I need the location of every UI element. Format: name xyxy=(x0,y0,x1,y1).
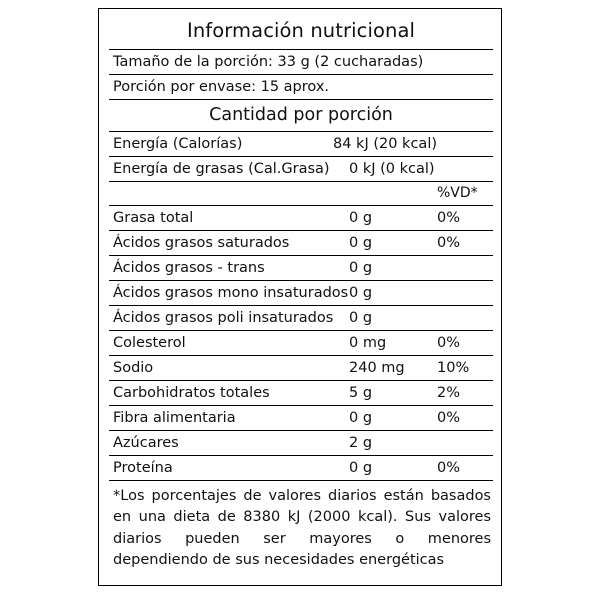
nutrient-pct: 2% xyxy=(437,385,461,401)
servings-per-container-row xyxy=(109,75,493,99)
table-row xyxy=(109,456,493,480)
table-row xyxy=(109,231,493,255)
table-row xyxy=(109,256,493,280)
nutrient-pct: 0% xyxy=(437,460,461,476)
nutrient-pct: 0% xyxy=(437,335,461,351)
nutrient-label: Proteína xyxy=(113,460,173,476)
nutrient-pct: 0% xyxy=(437,410,461,426)
nutrient-label: Colesterol xyxy=(113,335,186,351)
nutrient-value: 240 mg xyxy=(349,360,405,376)
nutrient-label: Ácidos grasos poli insaturados xyxy=(113,310,334,326)
nutrient-value: 0 g xyxy=(349,235,373,251)
nutrient-value: 0 g xyxy=(349,260,373,276)
table-row xyxy=(109,331,493,355)
energy-from-fat-value: 0 kJ (0 kcal) xyxy=(349,161,435,177)
serving-size-row xyxy=(109,50,493,74)
table-row xyxy=(109,306,493,330)
daily-value-header: %VD* xyxy=(437,185,478,201)
nutrient-value: 0 g xyxy=(349,460,373,476)
table-row xyxy=(109,381,493,405)
nutrition-facts-inner xyxy=(109,15,493,581)
nutrient-label: Fibra alimentaria xyxy=(113,410,236,426)
serving-size-label: Tamaño de la porción: 33 g (2 cucharadas) xyxy=(113,54,424,70)
nutrient-pct: 0% xyxy=(437,210,461,226)
footnote-text: *Los porcentajes de valores diarios están basados en una dieta de 8380 kJ (2000 kcal). Sus valores diarios pueden ser mayores o menores dependiendo de sus necesidades energéticas xyxy=(113,488,491,569)
nutrient-value: 0 g xyxy=(349,285,373,301)
nutrient-label: Carbohidratos totales xyxy=(113,385,270,401)
nutrient-value: 0 mg xyxy=(349,335,387,351)
footnote xyxy=(109,481,493,574)
daily-value-header-row xyxy=(109,182,493,205)
nutrient-label: Ácidos grasos saturados xyxy=(113,235,290,251)
table-row xyxy=(109,206,493,230)
energy-value: 84 kJ (20 kcal) xyxy=(333,136,437,152)
table-row xyxy=(109,406,493,430)
panel-title: Información nutricional xyxy=(186,19,416,42)
nutrient-label: Ácidos grasos mono insaturados xyxy=(113,285,349,301)
nutrient-value: 0 g xyxy=(349,410,373,426)
table-row xyxy=(109,356,493,380)
nutrient-value: 5 g xyxy=(349,385,373,401)
servings-per-container-label: Porción por envase: 15 aprox. xyxy=(113,79,330,95)
energy-row xyxy=(109,132,493,156)
energy-label: Energía (Calorías) xyxy=(113,136,243,152)
nutrition-facts-panel xyxy=(98,8,502,586)
nutrient-value: 0 g xyxy=(349,210,373,226)
nutrient-label: Ácidos grasos - trans xyxy=(113,260,265,276)
table-row xyxy=(109,431,493,455)
nutrient-pct: 0% xyxy=(437,235,461,251)
energy-from-fat-row xyxy=(109,157,493,181)
table-row xyxy=(109,281,493,305)
amount-per-serving-heading: Cantidad por porción xyxy=(209,105,393,125)
nutrient-label: Sodio xyxy=(113,360,154,376)
nutrient-pct: 10% xyxy=(437,360,470,376)
nutrient-label: Azúcares xyxy=(113,435,179,451)
nutrient-label: Grasa total xyxy=(113,210,194,226)
nutrient-value: 2 g xyxy=(349,435,373,451)
nutrient-value: 0 g xyxy=(349,310,373,326)
energy-from-fat-label: Energía de grasas (Cal.Grasa) xyxy=(113,161,330,177)
